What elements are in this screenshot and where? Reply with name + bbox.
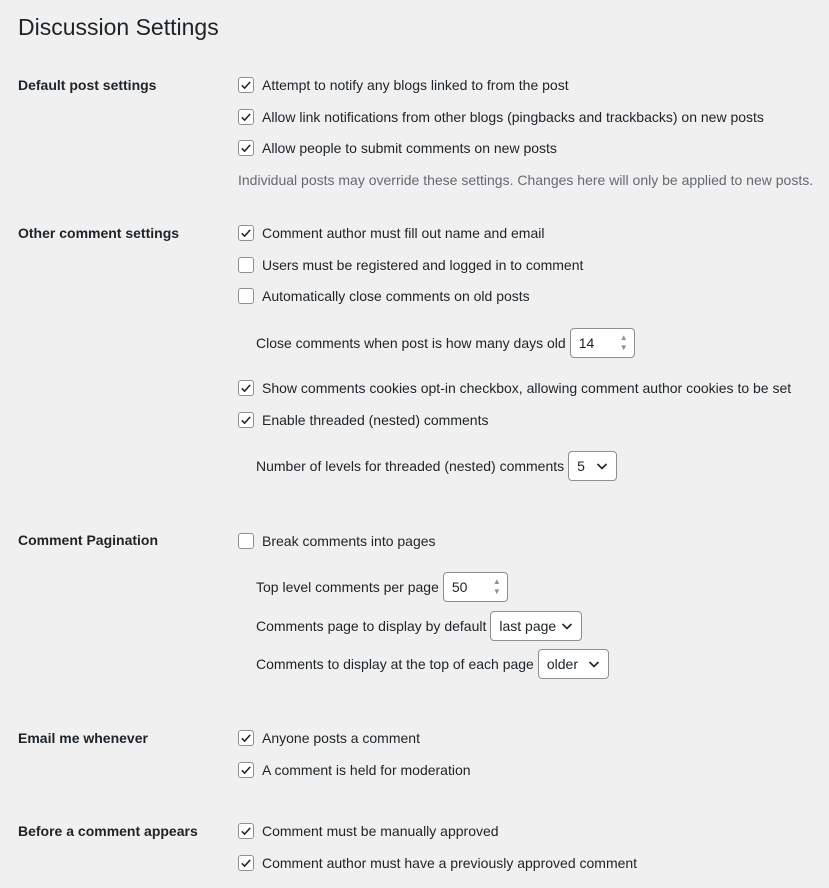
top-order-label: Comments to display at the top of each page [256,656,534,672]
section-email-me-whenever: Email me whenever [18,730,148,746]
default-page-select[interactable] [490,611,582,641]
previously-approved-option[interactable] [238,855,637,871]
thread-levels-row [256,451,617,481]
pingbacks-checkbox[interactable] [238,109,254,125]
manual-approval-label: Comment must be manually approved [262,823,499,839]
email-anyone-posts-option[interactable] [238,730,420,746]
top-order-select[interactable] [538,649,609,679]
spinner-up-icon[interactable]: ▲ [492,577,501,586]
spinner-down-icon[interactable]: ▼ [619,343,628,352]
email-moderation-label: A comment is held for moderation [262,762,471,778]
thread-levels-select[interactable] [568,451,617,481]
threaded-comments-checkbox[interactable] [238,412,254,428]
registered-users-option[interactable] [238,257,583,273]
per-page-row [256,572,508,602]
top-order-value: older [546,656,578,672]
default-page-row [256,611,582,641]
section-comment-pagination: Comment Pagination [18,532,159,548]
require-name-email-option[interactable] [238,225,544,241]
thread-levels-value: 5 [577,458,585,474]
default-post-description: Individual posts may override these settings. Changes here will only be applied to new posts. [238,172,814,188]
chevron-down-icon [561,621,573,631]
per-page-input[interactable] [443,572,508,602]
pingbacks-option[interactable] [238,109,764,125]
email-anyone-posts-checkbox[interactable] [238,730,254,746]
require-name-email-checkbox[interactable] [238,225,254,241]
chevron-down-icon [596,461,608,471]
close-days-label: Close comments when post is how many days old [256,335,566,351]
manual-approval-option[interactable] [238,823,499,839]
break-pages-label: Break comments into pages [262,533,436,549]
chevron-down-icon [588,659,600,669]
page-title: Discussion Settings [18,14,219,40]
threaded-comments-option[interactable] [238,412,488,428]
section-other-comment-settings: Other comment settings [18,225,180,241]
section-before-comment-appears: Before a comment appears [18,823,198,839]
close-days-value: 14 [578,335,595,351]
per-page-label: Top level comments per page [256,579,439,595]
allow-comments-label: Allow people to submit comments on new posts [262,140,557,156]
break-pages-checkbox[interactable] [238,533,254,549]
auto-close-option[interactable] [238,288,530,304]
spinner-up-icon[interactable]: ▲ [619,333,628,342]
registered-users-label: Users must be registered and logged in to comment [262,257,584,273]
default-page-label: Comments page to display by default [256,618,487,634]
registered-users-checkbox[interactable] [238,257,254,273]
thread-levels-label: Number of levels for threaded (nested) comments [256,458,565,474]
notify-blogs-label: Attempt to notify any blogs linked to from the post [262,77,569,93]
cookies-optin-option[interactable] [238,380,791,396]
section-default-post-settings: Default post settings [18,77,157,93]
per-page-value: 50 [451,579,468,595]
close-days-input[interactable] [570,328,635,358]
allow-comments-option[interactable] [238,140,557,156]
cookies-optin-label: Show comments cookies opt-in checkbox, allowing comment author cookies to be set [262,380,792,396]
default-page-value: last page [499,618,557,634]
previously-approved-checkbox[interactable] [238,855,254,871]
manual-approval-checkbox[interactable] [238,823,254,839]
top-order-row [256,649,609,679]
close-days-spinner[interactable] [619,334,629,352]
close-days-row [256,328,635,358]
pingbacks-label: Allow link notifications from other blogs (pingbacks and trackbacks) on new posts [262,109,764,125]
email-anyone-posts-label: Anyone posts a comment [262,730,420,746]
auto-close-checkbox[interactable] [238,288,254,304]
email-moderation-checkbox[interactable] [238,762,254,778]
allow-comments-checkbox[interactable] [238,140,254,156]
threaded-comments-label: Enable threaded (nested) comments [262,412,489,428]
previously-approved-label: Comment author must have a previously approved comment [262,855,638,871]
auto-close-label: Automatically close comments on old posts [262,288,530,304]
break-pages-option[interactable] [238,533,436,549]
require-name-email-label: Comment author must fill out name and email [262,225,545,241]
notify-blogs-checkbox[interactable] [238,77,254,93]
email-moderation-option[interactable] [238,762,471,778]
notify-blogs-option[interactable] [238,77,569,93]
spinner-down-icon[interactable]: ▼ [492,587,501,596]
per-page-spinner[interactable] [492,578,502,596]
cookies-optin-checkbox[interactable] [238,380,254,396]
